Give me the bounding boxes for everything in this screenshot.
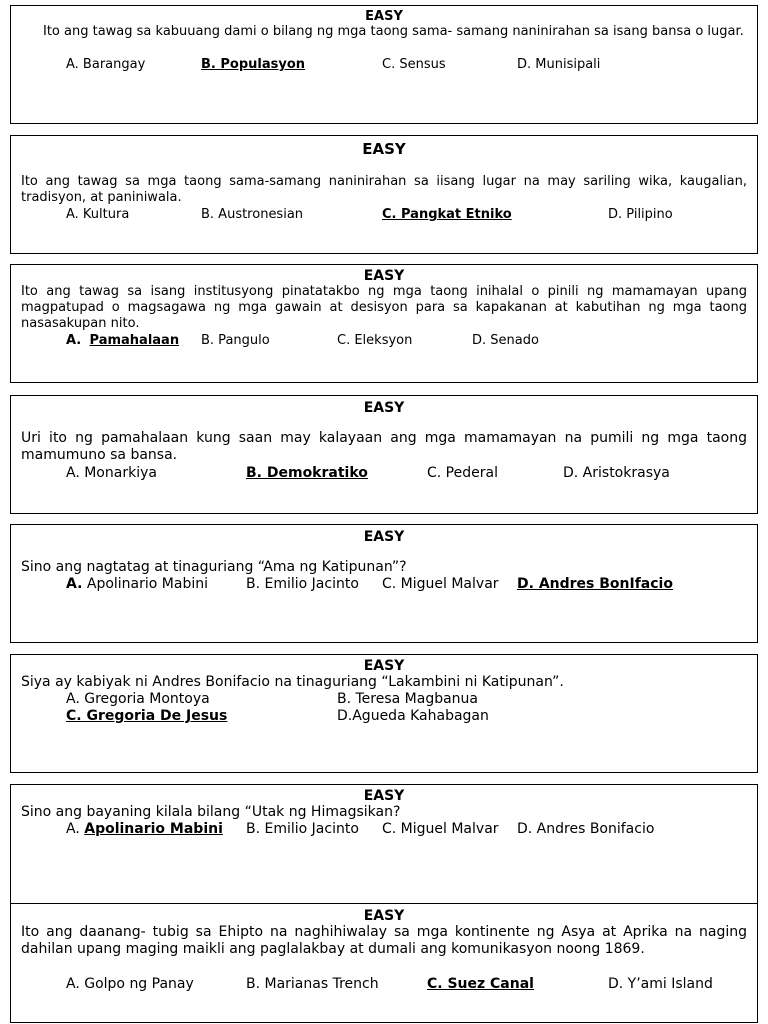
difficulty-label: EASY	[363, 529, 405, 545]
option-a-key: A.	[66, 821, 80, 837]
option-d: D. Andres Bonifacio	[517, 821, 655, 837]
option-a-text: Apolinario Mabini	[86, 576, 208, 592]
option-d: D. Aristokrasya	[563, 465, 670, 481]
question-card-7	[10, 784, 758, 904]
question-card-8	[10, 903, 758, 1023]
difficulty-label: EASY	[363, 658, 405, 674]
option-b: B. Marianas Trench	[246, 976, 379, 992]
option-d: D.Agueda Kahabagan	[337, 708, 489, 724]
option-a: A. Barangay	[66, 57, 146, 72]
option-a-key: A.	[66, 576, 83, 592]
question-text: Siya ay kabiyak ni Andres Bonifacio na tinaguriang “Lakambini ni Katipunan”.	[21, 674, 564, 690]
question-text: Ito ang tawag sa isang institusyong pinatatakbo ng mga taong inihalal o pinili ng mamamayan upang magpatupad o magsagawa ng mga gawain at desisyon para sa kapakanan at kabutihan ng mga taong nasasakupan nito.	[21, 284, 747, 331]
option-a: A. Gregoria Montoya	[66, 691, 210, 707]
difficulty-label: EASY	[362, 140, 406, 158]
option-a	[66, 576, 208, 592]
option-a-correct	[66, 333, 179, 348]
option-a-text: Apolinario Mabini	[84, 821, 223, 837]
option-a: A. Golpo ng Panay	[66, 976, 194, 992]
option-b: B. Pangulo	[201, 333, 270, 348]
question-card-5	[10, 524, 758, 643]
option-d: D. Munisipali	[517, 57, 601, 72]
question-card-4	[10, 395, 758, 514]
option-a-correct	[66, 821, 223, 837]
option-b: B. Austronesian	[201, 207, 304, 222]
option-b-correct: B. Populasyon	[201, 57, 306, 72]
option-c: C. Miguel Malvar	[382, 821, 499, 837]
question-card-3	[10, 264, 758, 383]
question-text: Uri ito ng pamahalaan kung saan may kalayaan ang mga mamamayan na pumili ng mga taong mamumuno sa bansa.	[21, 430, 747, 463]
option-a: A. Monarkiya	[66, 465, 157, 481]
question-card-2	[10, 135, 758, 254]
option-a-key: A.	[66, 333, 82, 348]
option-c-correct: C. Suez Canal	[427, 976, 534, 992]
option-c: C. Miguel Malvar	[382, 576, 499, 592]
option-b: B. Emilio Jacinto	[246, 576, 359, 592]
question-card-1	[10, 5, 758, 124]
option-a: A. Kultura	[66, 207, 130, 222]
difficulty-label: EASY	[363, 788, 405, 804]
option-b: B. Teresa Magbanua	[337, 691, 479, 707]
option-c: C. Eleksyon	[337, 333, 413, 348]
question-text: Ito ang daanang- tubig sa Ehipto na naghihiwalay sa mga kontinente ng Asya at Aprika na naging dahilan upang maging maikli ang paglalakbay at dumali ang komunikasyon noong 1869.	[21, 924, 747, 957]
option-c-correct: C. Pangkat Etniko	[382, 207, 512, 222]
option-d-correct: D. Andres BonIfacio	[517, 576, 673, 592]
difficulty-label: EASY	[363, 400, 405, 416]
question-card-6	[10, 654, 758, 773]
question-text: Ito ang tawag sa kabuuang dami o bilang ng mga taong sama- samang naninirahan sa isang bansa o lugar.	[43, 24, 744, 39]
question-text: Sino ang nagtatag at tinaguriang “Ama ng Katipunan”?	[21, 559, 407, 575]
option-a-text: Pamahalaan	[89, 333, 180, 348]
difficulty-label: EASY	[365, 9, 403, 24]
question-text: Ito ang tawag sa mga taong sama-samang naninirahan sa iisang lugar na may sariling wika, kaugalian, tradisyon, at paniniwala.	[21, 174, 747, 205]
difficulty-label: EASY	[363, 268, 405, 284]
option-d: D. Pilipino	[608, 207, 673, 222]
option-c: C. Pederal	[427, 465, 498, 481]
option-c: C. Sensus	[382, 57, 446, 72]
difficulty-label: EASY	[363, 908, 405, 924]
option-c-correct: C. Gregoria De Jesus	[66, 708, 228, 724]
option-b-correct: B. Demokratiko	[246, 465, 368, 481]
option-d: D. Y’ami Island	[608, 976, 713, 992]
option-d: D. Senado	[472, 333, 539, 348]
option-b: B. Emilio Jacinto	[246, 821, 359, 837]
question-text: Sino ang bayaning kilala bilang “Utak ng Himagsikan?	[21, 804, 401, 820]
